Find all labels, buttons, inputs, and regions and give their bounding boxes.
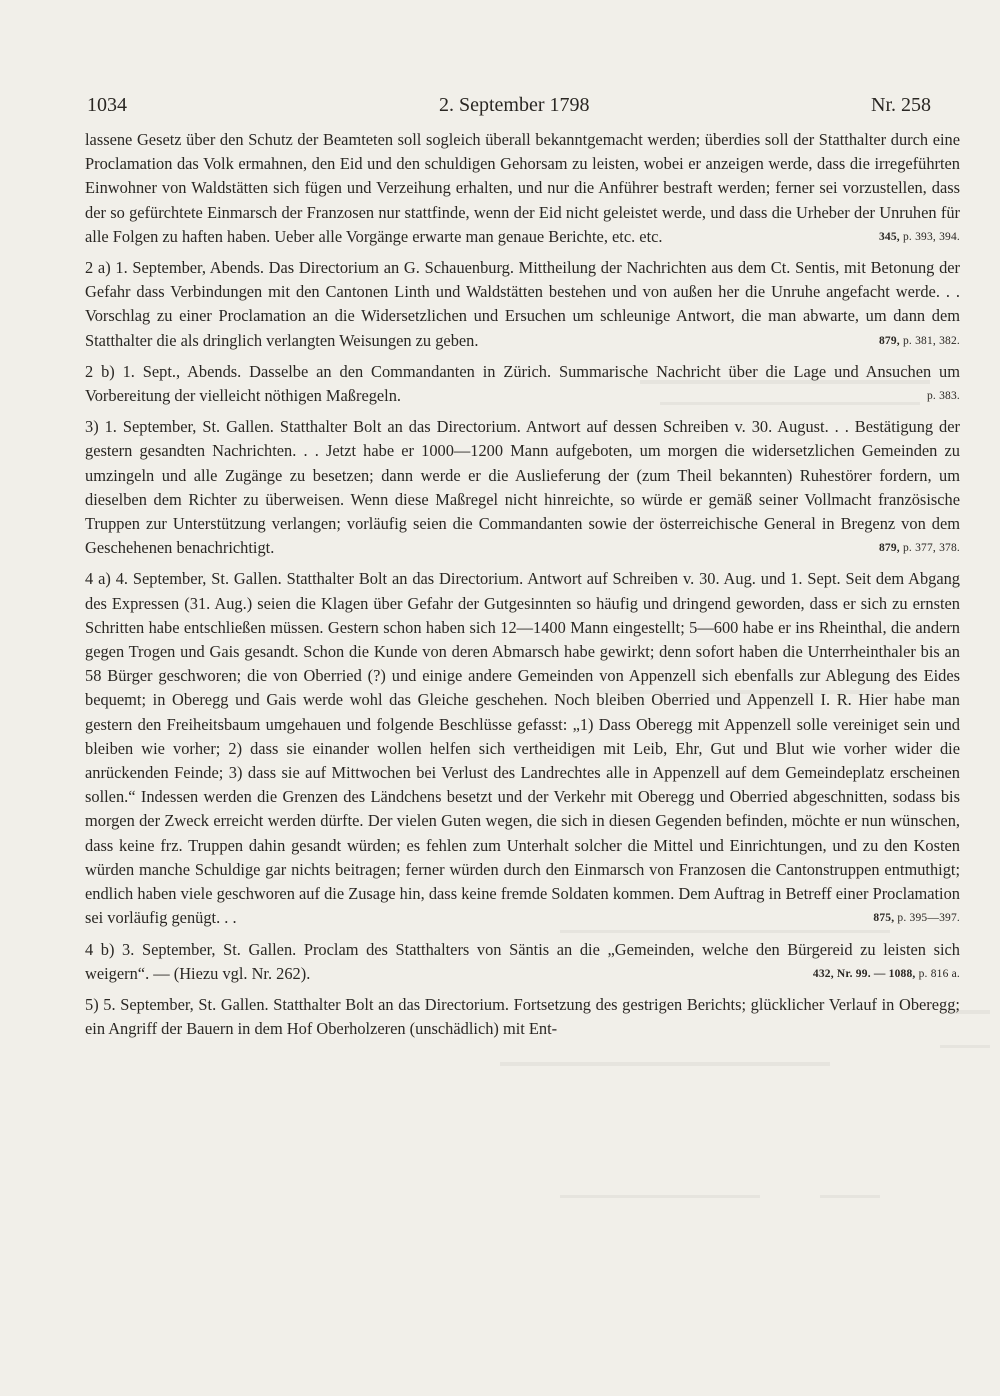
entry-text: 5) 5. September, St. Gallen. Statthalter Bolt an das Directorium. Fortsetzung des gestrigen Berichts; glücklicher Verlauf in Oberegg; ein Angriff der Bauern in dem Hof Oberholzeren (unschädlich) mit Ent-	[85, 994, 960, 1039]
entry-text: 3) 1. September, St. Gallen. Statthalter Bolt an das Directorium. Antwort auf dessen Schreiben v. 30. August. . . Bestätigung der gestern gesandten Nachrichten. . . Jetzt habe er 1000—1200 Mann aufgeboten, um morgen die widersetzlichen Gemeinden zu umzingeln und alle Zugänge zu besetzen; dann werde er die Auslieferung der (zum Theil bekannten) Ruhestörer fordern, um dieselben dem Richter zu überweisen. Wenn diese Maßregel nicht hinreichte, so würde er gemäß seiner Vollmacht französische Truppen zur Unterstützung verlangen; vorläufig seien die Commandanten sowie der österreichische General in Bregenz von dem Geschehenen benachrichtigt.	[85, 417, 960, 558]
entry-4a	[85, 567, 960, 930]
document-body	[85, 128, 960, 1048]
source-reference: 879, p. 381, 382.	[878, 334, 960, 347]
entry-2a	[85, 256, 960, 353]
entry-text: 4 a) 4. September, St. Gallen. Statthalter Bolt an das Directorium. Antwort auf Schreiben v. 30. Aug. und 1. Sept. Seit dem Abgang des Expressen (31. Aug.) seien die Klagen über Gefahr der Gutgesinnten so häufig und dringend geworden, dass er sich zu ernsten Schritten habe entschließen müssen. Gestern schon haben sich 12—1400 Mann eingestellt; 5—600 habe er ins Rheinthal, die andern gegen Trogen und Gais gesandt. Schon die Kunde von deren Abmarsch habe gewirkt; denn sofort haben die Unterrheinthaler bis an 58 Bürger geschworen; die von Oberried (?) und einige andere Gemeinden von Appenzell sich ebenfalls zur Ablegung des Eides bequemt; in Oberegg und Gais werde wohl das Gleiche geschehen. Noch bleiben Oberried und Appenzell I. R. Hier habe man gestern den Freiheitsbaum umgehauen und folgende Beschlüsse gefasst: „1) Dass Oberegg mit Appenzell solle vereiniget sein und bleiben wie vorher; 2) dass sie einander wollen helfen sich vertheidigen mit Leib, Ehr, Gut und Blut wie vorher wider die anrückenden Feinde; 3) dass sie auf Mittwochen bei Verlust des Landrechtes alle in Appenzell auf dem Gemeindeplatz erscheinen sollen.“ Indessen werden die Grenzen des Ländchens besetzt und der Verkehr mit Oberegg und Oberried abgeschnitten, sodass bis morgen der Zweck erreicht werden dürfte. Der vielen Guten wegen, die sich in diesen Gegenden befinden, möchte er nun wünschen, dass keine frz. Truppen dahin gesandt würden; es fehlen zum Unterhalt solcher die Mittel und Einrichtungen, und zu den Kosten würden manche Schuldige gar nichts beitragen; ferner würden durch den Einmarsch von Franzosen die Cantonstruppen entmuthigt; endlich haben viele geschworen auf die Zusage hin, dass keine fremde Soldaten kommen. Dem Auftrag in Betreff einer Proclamation sei vorläufig genügt. . .	[85, 569, 960, 928]
entry-text: 2 b) 1. Sept., Abends. Dasselbe an den Commandanten in Zürich. Summarische Nachricht über die Lage und Ansuchen um Vorbereitung der vielleicht nöthigen Maßregeln.	[85, 361, 960, 406]
source-reference: 432, Nr. 99. — 1088, p. 816 a.	[812, 967, 960, 980]
entry-5	[85, 993, 960, 1041]
entry-2b	[85, 360, 960, 408]
entry-3	[85, 415, 960, 560]
source-reference: 879, p. 377, 378.	[878, 542, 960, 555]
entry-text: 4 b) 3. September, St. Gallen. Proclam des Statthalters von Säntis an die „Gemeinden, welche den Bürgereid zu leisten sich weigern“. — (Hiezu vgl. Nr. 262).	[85, 939, 960, 983]
entry-text: 2 a) 1. September, Abends. Das Directorium an G. Schauenburg. Mittheilung der Nachrichten aus dem Ct. Sentis, mit Betonung der Gefahr dass Verbindungen mit den Cantonen Linth und Waldstätten bestehen und von außen her die Unruhe angefacht werde. . . Vorschlag zu einer Proclamation an die Widersetzlichen und Ersuchen um schleunige Antwort, die man abwarte, um dann dem Statthalter die als dringlich verlangten Weisungen zu geben.	[85, 258, 960, 350]
entry-continuation	[85, 128, 960, 249]
header-date: 2. September 1798	[439, 94, 590, 116]
entry-4b	[85, 938, 960, 986]
source-reference: 345, p. 393, 394.	[878, 230, 960, 243]
page-header	[87, 94, 931, 124]
source-reference: p. 383.	[926, 390, 960, 403]
entry-text: lassene Gesetz über den Schutz der Beamteten soll sogleich überall bekanntgemacht werden; überdies soll der Statthalter durch eine Proclamation das Volk ermahnen, den Eid und den schuldigen Gehorsam zu leisten, wobei er anzeigen werde, dass die irregeführten Einwohner von Waldstätten sich fügen und Verzeihung erhalten, und nur die Anführer bestraft werden; ferner sei vorzustellen, dass der so gefürchtete Einmarsch der Franzosen nur stattfinde, wenn der Eid nicht geleistet werde, und dass die Urheber der Unruhen für alle Folgen zu haften haben. Ueber alle Vorgänge erwarte man genaue Berichte, etc. etc.	[85, 130, 960, 246]
source-reference: 875, p. 395—397.	[873, 912, 960, 925]
document-number: Nr. 258	[871, 94, 931, 116]
page-number: 1034	[87, 94, 127, 116]
